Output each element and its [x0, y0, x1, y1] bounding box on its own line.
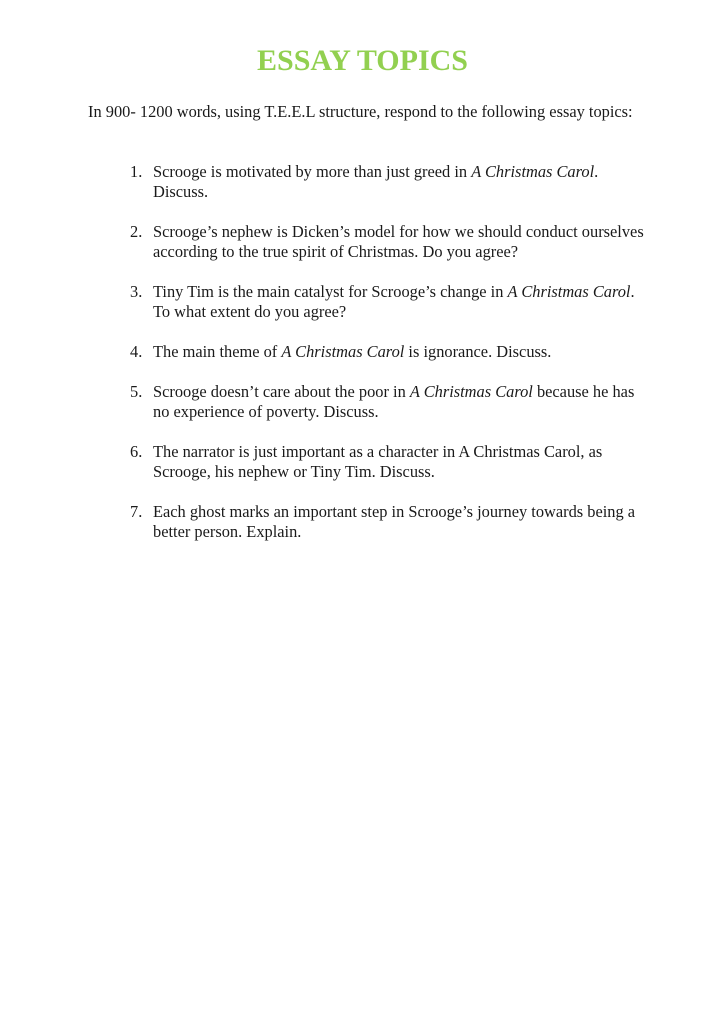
topic-number: 1.	[130, 162, 143, 181]
topic-text-part: . To what extent do you agree?	[153, 282, 635, 321]
topic-number: 4.	[130, 342, 143, 361]
topic-item-7	[130, 502, 650, 542]
topic-text-part: Scrooge is motivated by more than just greed in	[153, 162, 472, 181]
topic-text-part: The narrator is just important as a character in A Christmas Carol, as Scrooge, his nephew or Tiny Tim. Discuss.	[153, 442, 603, 481]
topic-item-5	[130, 382, 650, 422]
topic-item-3	[130, 282, 650, 322]
book-title: A Christmas Carol	[471, 162, 595, 181]
topic-text	[153, 382, 634, 421]
topic-number: 3.	[130, 282, 143, 301]
intro-paragraph: In 900- 1200 words, using T.E.E.L structure, respond to the following essay topics:	[88, 102, 633, 121]
book-title: A Christmas Carol	[507, 282, 631, 301]
topic-text-part: Each ghost marks an important step in Scrooge’s journey towards being a better person. Explain.	[153, 502, 636, 541]
topic-text	[153, 222, 644, 261]
essay-topics-list	[130, 162, 650, 562]
topic-text	[153, 342, 551, 361]
topic-text-part: The main theme of	[153, 342, 282, 361]
topic-text-part: is ignorance. Discuss.	[404, 342, 552, 361]
topic-text	[153, 442, 602, 481]
book-title: A Christmas Carol	[409, 382, 533, 401]
topic-item-4	[130, 342, 650, 362]
topic-number: 5.	[130, 382, 143, 401]
topic-text	[153, 162, 598, 201]
topic-text-part: Tiny Tim is the main catalyst for Scrooge’s change in	[153, 282, 508, 301]
topic-text	[153, 502, 635, 541]
topic-text-part: because he has no experience of poverty. Discuss.	[153, 382, 635, 421]
topic-item-6	[130, 442, 650, 482]
topic-text	[153, 282, 635, 321]
topic-text-part: . Discuss.	[153, 162, 599, 201]
topic-item-2	[130, 222, 650, 262]
topic-item-1	[130, 162, 650, 202]
topic-text-part: Scrooge’s nephew is Dicken’s model for how we should conduct ourselves according to the true spirit of Christmas. Do you agree?	[153, 222, 644, 261]
topic-number: 6.	[130, 442, 143, 461]
topic-number: 7.	[130, 502, 143, 521]
topic-text-part: Scrooge doesn’t care about the poor in	[153, 382, 410, 401]
page-title: ESSAY TOPICS	[257, 44, 468, 77]
topic-number: 2.	[130, 222, 143, 241]
book-title: A Christmas Carol	[281, 342, 405, 361]
